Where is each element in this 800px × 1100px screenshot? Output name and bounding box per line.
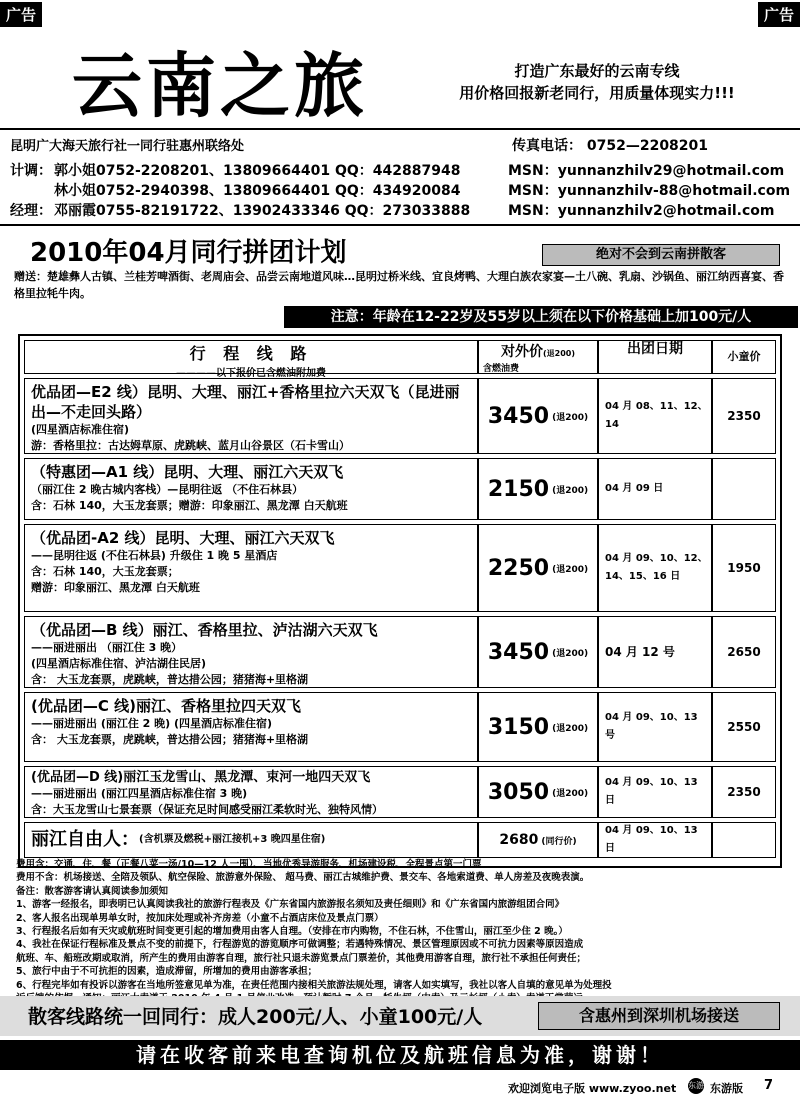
header-route-title: 行 程 线 路 — [189, 344, 313, 363]
route-detail: ——昆明往返 (不住石林县) 升级住 1 晚 5 星酒店 — [31, 549, 278, 562]
route-detail: 赠游：印象丽江、黑龙潭 白天航班 — [31, 581, 200, 594]
price-note: (同行价) — [541, 836, 577, 847]
page-number: 7 — [764, 1078, 774, 1093]
terms-line: 3、行程报名后如有天灾或航班时间变更引起的增加费用由客人自理。（安排在市内购物，不住石林，不住雪山，丽江至少住 2 晚。） — [16, 926, 568, 938]
route-detail: 游：香格里拉：古达姆草原、虎跳峡、蓝月山谷景区（石卡雪山） — [31, 439, 350, 452]
contact-row — [10, 200, 775, 220]
transfer-text: 散客线路统一回同行：成人200元/人、小童100元/人 — [28, 1006, 483, 1028]
gift-text: 赠送：楚雄彝人古镇、兰桂芳啤酒街、老周庙会、品尝云南地道风味…昆明过桥米线、宜良烤鸭、大理白族农家宴—土八碗、乳扇、沙锅鱼、丽江纳西喜宴、香格里拉牦牛肉。 — [14, 270, 784, 300]
terms-line: 费用不含：机场接送、全陪及领队、航空保险、旅游意外保险、 超马费、丽江古城维护费、景交车、各地索道费、单人房差及夜晚表演。 — [16, 872, 590, 884]
airport-transfer-badge: 含惠州到深圳机场接送 — [538, 1002, 780, 1030]
child-price-cell — [712, 458, 776, 520]
terms-line: 航班、车、船班改期或取消，所产生的费用由游客自理，旅行社只退未游览景点门票差价，其他费用游客自理，旅行社不承担任何责任； — [16, 952, 587, 964]
age-notice: 注意：年龄在12-22岁及55岁以上须在以下价格基础上加100元/人 — [284, 306, 798, 328]
child-price-cell: 2650 — [712, 616, 776, 688]
contact-role: 计调： — [10, 163, 52, 179]
route-e2 — [24, 378, 478, 454]
price-note: (退200) — [552, 648, 589, 659]
route-a2 — [24, 524, 478, 612]
slogan-line-1: 打造广东最好的云南专线 — [514, 62, 680, 80]
price-cell — [478, 458, 598, 520]
child-price-cell: 1950 — [712, 524, 776, 612]
header-route-sub: ————以下报价已含燃油附加费 — [176, 368, 326, 379]
contact-row — [10, 160, 785, 180]
terms — [16, 858, 786, 1005]
office-name: 昆明广大海天旅行社一同行驻惠州联络处 — [10, 139, 245, 154]
price-cell — [478, 766, 598, 818]
ad-label-right: 广告 — [758, 2, 800, 27]
price-cell — [478, 692, 598, 762]
terms-line: 4、我社在保证行程标准及景点不变的前提下，行程游览的游览顺序可做调整；若遇特殊情况、景区管理原因或不可抗力因素等原因造成 — [16, 939, 584, 951]
route-detail: 含：石林 140，大玉龙套票；赠游：印象丽江、黑龙潭 白天航班 — [31, 499, 348, 512]
plan-title: 2010年04月同行拼团计划 — [30, 238, 347, 268]
route-detail: 含：大玉龙雪山七景套票（保证充足时间感受丽江柔软时光、独特风情） — [31, 803, 383, 816]
route-title: 优品团—E2 线）昆明、大理、丽江+香格里拉六天双飞（昆进丽出—不走回头路） — [31, 383, 460, 421]
price-note: (退200) — [552, 788, 589, 799]
price-value: 2150 — [487, 476, 550, 502]
date-cell: 04 月 09、10、13 日 — [598, 822, 712, 858]
date-cell: 04 月 09、10、13 日 — [598, 766, 712, 818]
route-detail: 含： 大玉龙套票，虎跳峡，普达措公园；猪猪海+里格湖 — [31, 733, 309, 746]
price-value: 3450 — [487, 639, 550, 665]
date-cell: 04 月 09 日 — [598, 458, 712, 520]
terms-line: 1、游客一经报名，即表明已认真阅读我社的旅游行程表及《广东省国内旅游报名须知及责任细则》和《广东省国内旅游组团合同》 — [16, 899, 565, 911]
route-detail: (四星酒店标准住宿) — [31, 423, 130, 436]
price-cell — [478, 616, 598, 688]
terms-line: 2、客人报名出现单男单女时，按加床处理或补齐房差（小童不占酒店床位及景点门票） — [16, 912, 384, 924]
terms-line: 6、行程完毕如有投诉以游客在当地所签意见单为准，在责任范围内接相关旅游法规处理，请客人如实填写，我社以客人自填的意见单为处理投 — [16, 979, 612, 991]
price-note: (退200) — [552, 412, 589, 423]
footer-brand: 东游版 — [710, 1082, 743, 1095]
price-value: 2250 — [487, 555, 550, 581]
child-price-cell: 2350 — [712, 378, 776, 454]
price-value: 3050 — [487, 779, 550, 805]
price-value: 3450 — [487, 403, 550, 429]
header-price-sub: 含燃油费 — [483, 364, 520, 374]
slogan — [432, 60, 762, 104]
no-scatter-badge: 绝对不会到云南拼散客 — [542, 244, 780, 266]
header-date: 出团日期 — [598, 340, 712, 374]
divider — [0, 224, 800, 226]
header-price-label: 对外价 — [500, 344, 543, 360]
contact-info: 邓丽霞0755-82191722、13902433346 QQ：273033888 — [54, 203, 471, 219]
header-price-note: (退200) — [542, 349, 575, 358]
route-title: （优品团—B 线）丽江、香格里拉、泸沽湖六天双飞 — [31, 621, 378, 639]
route-title: （优品团-A2 线）昆明、大理、丽江六天双飞 — [31, 529, 335, 547]
header-child: 小童价 — [712, 340, 776, 374]
contact-row — [10, 180, 791, 200]
free-title: 丽江自由人： — [31, 829, 139, 850]
brand-title: 云南之旅 — [72, 44, 368, 127]
route-detail: ——丽进丽出 (丽江四星酒店标准住宿 3 晚) — [31, 787, 248, 800]
price-cell — [478, 524, 598, 612]
route-detail: (四星酒店标准住宿、泸沽湖住民居) — [31, 657, 207, 670]
date-cell: 04 月 09、10、13 号 — [598, 692, 712, 762]
terms-line: 5、旅行中由于不可抗拒的因素，造成滞留，所增加的费用由游客承担； — [16, 966, 318, 978]
price-cell — [478, 378, 598, 454]
divider — [0, 128, 800, 130]
fax-number: 传真电话： 0752—2208201 — [512, 138, 709, 154]
route-detail: 含： 大玉龙套票，虎跳峡，普达措公园；猪猪海+里格湖 — [31, 673, 309, 686]
route-c — [24, 692, 478, 762]
bottom-banner: 请在收客前来电查询机位及航班信息为准，谢谢！ — [0, 1040, 800, 1070]
route-table — [18, 334, 782, 868]
header-price — [478, 340, 598, 374]
header-route — [24, 340, 478, 379]
route-title: (优品团—C 线)丽江、香格里拉四天双飞 — [31, 697, 301, 715]
route-detail: 含：石林 140，大玉龙套票； — [31, 565, 179, 578]
footer-site: 欢迎浏览电子版 www.zyoo.net — [508, 1082, 677, 1095]
contact-info: 林小姐0752-2940398、13809664401 QQ：434920084 — [54, 183, 461, 199]
date-cell: 04 月 12 号 — [598, 616, 712, 688]
price-cell — [478, 822, 598, 858]
slogan-line-2: 用价格回报新老同行，用质量体现实力!!! — [459, 84, 735, 102]
date-cell: 04 月 08、11、12、14 — [598, 378, 712, 454]
route-free — [24, 822, 478, 858]
price-note: (退200) — [552, 564, 589, 575]
route-a1 — [24, 458, 478, 520]
route-detail: ——丽进丽出 （丽江住 3 晚） — [31, 641, 183, 654]
route-title: （特惠团—A1 线）昆明、大理、丽江六天双飞 — [31, 463, 344, 481]
price-note: (退200) — [552, 723, 589, 734]
contact-info: 郭小姐0752-2208201、13809664401 QQ：442887948 — [54, 163, 461, 179]
child-price-cell: 2350 — [712, 766, 776, 818]
ad-label-left: 广告 — [0, 2, 42, 27]
terms-line: 备注：散客游客请认真阅读参加须知 — [16, 885, 169, 897]
contact-msn: MSN：yunnanzhilv-88@hotmail.com — [508, 183, 791, 199]
route-title: (优品团—D 线)丽江玉龙雪山、黑龙潭、束河一地四天双飞 — [31, 770, 371, 785]
route-d — [24, 766, 478, 818]
footer-logo-icon: 东游 — [688, 1078, 704, 1094]
child-price-cell: 2550 — [712, 692, 776, 762]
date-cell: 04 月 09、10、12、14、15、16 日 — [598, 524, 712, 612]
price-note: (退200) — [552, 485, 589, 496]
price-value: 3150 — [487, 714, 550, 740]
route-detail: ——丽进丽出 (丽江住 2 晚) (四星酒店标准住宿) — [31, 717, 273, 730]
contact-msn: MSN：yunnanzhilv29@hotmail.com — [508, 163, 785, 179]
free-sub: (含机票及燃税+丽江接机+3 晚四星住宿) — [139, 834, 326, 845]
contact-role: 经理： — [10, 203, 52, 219]
contact-msn: MSN：yunnanzhilv2@hotmail.com — [508, 203, 775, 219]
route-b — [24, 616, 478, 688]
child-price-cell — [712, 822, 776, 858]
price-value: 2680 — [499, 832, 539, 848]
route-detail: （丽江住 2 晚古城内客栈）—昆明往返 （不住石林县） — [31, 483, 304, 496]
terms-line: 费用含：交通、住、餐（正餐八菜一汤/10—12 人一围）、当地优秀导游服务、机场建设税、全程景点第一门票 — [16, 859, 482, 870]
